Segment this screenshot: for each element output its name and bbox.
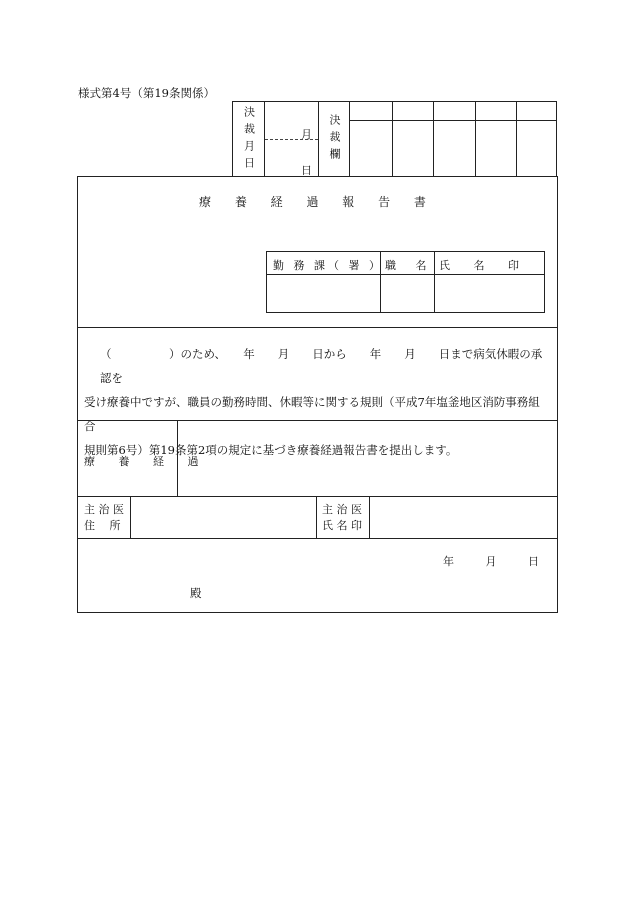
department-header: 勤 務 課（ 署 ） — [273, 259, 383, 272]
signature-table — [266, 251, 545, 313]
form-number: 様式第4号（第19条関係） — [78, 86, 215, 100]
approval-block — [232, 101, 557, 176]
approval-date-field[interactable] — [265, 102, 319, 177]
name-input[interactable] — [435, 275, 544, 312]
request-line-1: （ ）のため、 年 月 日から 年 月 日まで病気休暇の承認を — [100, 347, 543, 385]
department-input[interactable] — [267, 275, 379, 312]
addressee-suffix: 殿 — [190, 586, 202, 600]
submission-section — [78, 538, 557, 612]
name-header: 氏 名 印 — [439, 259, 519, 272]
position-header: 職 名 — [385, 259, 435, 272]
position-input[interactable] — [381, 275, 433, 312]
year-label: 年 — [443, 555, 454, 568]
doctor-name-input[interactable] — [370, 497, 557, 537]
doctor-name-label: 主 治 医 氏 名 印 — [322, 503, 362, 532]
month-label: 月 — [485, 555, 497, 568]
approval-day-label: 日 — [301, 164, 312, 177]
doctor-address-input[interactable] — [131, 497, 315, 537]
submission-date[interactable] — [415, 553, 539, 569]
progress-input[interactable] — [178, 421, 557, 495]
approval-date-label: 決裁月日 — [233, 102, 265, 177]
request-line-2: 受け療養中ですが、職員の勤務時間、休暇等に関する規則（平成7年塩釜地区消防事務組合 — [84, 395, 540, 433]
request-line-3: 規則第6号）第19条第2項の規定に基づき療養経過報告書を提出します。 — [84, 443, 458, 457]
progress-label: 療 養 経 過 — [84, 455, 209, 468]
document-title: 療 養 経 過 報 告 書 — [199, 195, 436, 209]
day-label: 日 — [528, 555, 539, 568]
approval-stamp-grid[interactable] — [350, 102, 556, 177]
approval-month-label: 月 — [301, 128, 312, 141]
report-form — [77, 176, 558, 613]
doctor-address-label: 主 治 医 住 所 — [84, 503, 124, 532]
approval-column-label: 決裁欄 — [319, 102, 350, 177]
